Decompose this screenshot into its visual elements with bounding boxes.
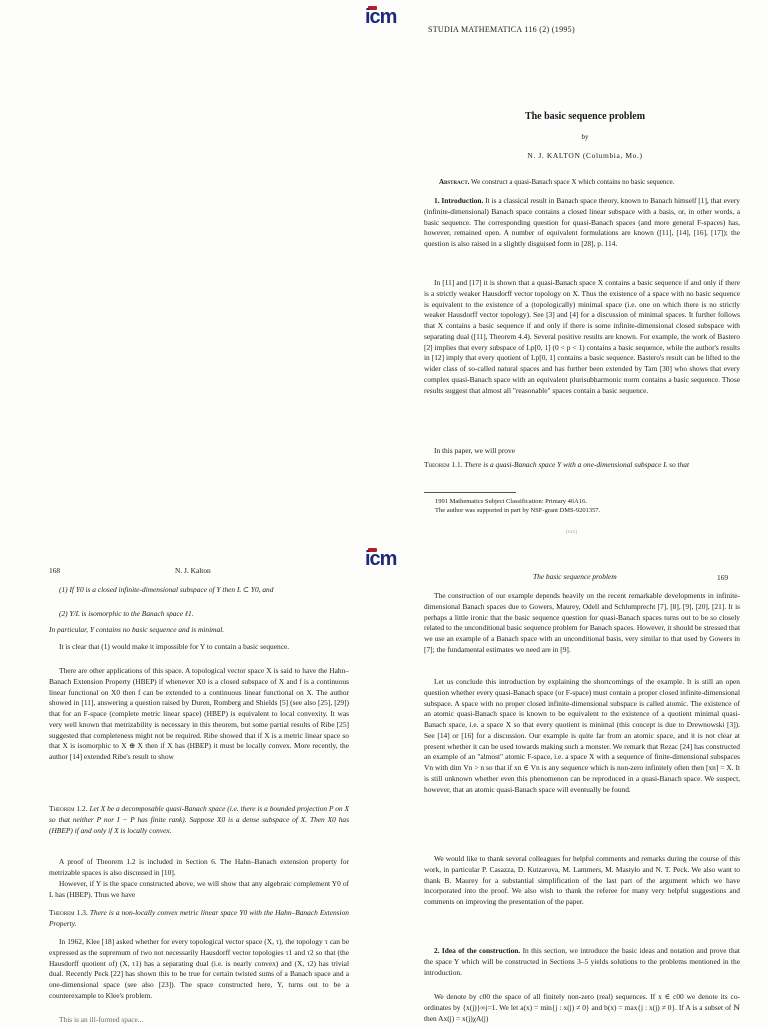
left-paragraph-1: It is clear that (1) would make it impossible for Y to contain a basic sequence.: [59, 642, 290, 651]
left-paragraph-5: In 1962, Klee [18] asked whether for every topological vector space (X, τ), the topology τ can be expressed as the supremum of two not necessarily Hausdorff vector topologies τ1 and τ2 so that (the Hausdorff quotient of) (X, τ1) has a separating dual (i.e. is nearly convex) and (X, τ2) has trivial dual. Recently Peck [22] has shown this to be true for certain twisted sums of a Banach space and a one-dimensional space (see also [23]). The space constructed here, Y, turns out to be a counterexample to Klee's problem.: [49, 937, 349, 1000]
theorem-1-1-text: There is a quasi-Banach space Y with a one-dimensional subspace L so that: [462, 460, 689, 469]
section-2-paragraph: We denote by c00 the space of all finitely non-zero (real) sequences. If x ∈ c00 we denote its co-ordinates by {x(j)}∞j=1. We let a(x) = min{j : x(j) ≠ 0} and b(x) = max{j : x(j) ≠ 0}. If A is a subset of ℕ then Ax(j) = x(j)χA(j): [424, 992, 740, 1023]
intro-text-1: It is a classical result in Banach space theory, known to Banach himself [1], that every (infinite-dimensional) Banach space contains a closed linear subspace with a basis, or, in other words, a basic sequence. The corresponding question for quasi-Banach spaces (and more general F-spaces) has, however, remained open. A number of equivalent formulations are known ([11], [14], [16], [17]); the question is also raised in a slightly disguised form in [28], p. 114.: [424, 196, 740, 248]
intro-paragraph-2: [424, 278, 740, 396]
theorem-1-1: [424, 460, 740, 471]
scan-mark: [xxx]: [566, 530, 577, 535]
intro-paragraph-3: [424, 446, 740, 457]
right-running-head: The basic sequence problem: [533, 572, 617, 581]
section-2-intro: 2. Idea of the construction. In this section, we introduce the basic ideas and notation and prove that the space Y which will be constructed in Sections 3–5 yields solutions to the problems mentioned in the introduction.: [424, 946, 740, 977]
abstract-label: Abstract.: [439, 178, 470, 186]
right-paragraph-2: Let us conclude this introduction by explaining the shortcomings of the example. It is still an open question whether every quasi-Banach space (or F-space) must contain a proper closed infinite-dimensional subspace. A space with no proper closed infinite-dimensional subspace is called atomic. The existence of an atomic quasi-Banach space is known to be equivalent to the existence of a quotient minimal quasi-Banach space, i.e. a space X so that every quotient is minimal (this concept is due to Drewnowski [3]). See [14] or [16] for a discussion. Our example is quite far from an atomic space, and it is not clear at present whether it can be used towards making such a monster. We remark that Rezac [24] has constructed an example of an "almost" atomic F-space, i.e. a space X with a sequence of finite-dimensional subspaces Vn with dim Vn > n so that if xn ∈ Vn is any sequence which is non-zero infinitely often then [xn] = X. It is still unknown whether even this phenomenon can be reproduced in a quasi-Banach space. We suspect, however, that an atomic quasi-Banach space will eventually be found.: [424, 677, 740, 794]
footnote-grant: The author was supported in part by NSF-grant DMS-9201357.: [435, 507, 601, 514]
left-paragraph-2: There are other applications of this space. A topological vector space X is said to have the Hahn–Banach Extension Property (HBEP) if whenever X0 is a closed subspace of X and f is a continuous linear functional on X0 then f can be extended to a continuous linear functional on X. The author showed in [11], answering a question raised by Duren, Romberg and Shields [5] (see also [25], [29]) that for an F-space (complete metric linear space) (HBEP) is equivalent to local convexity. It was very well known that metrizability is necessary in this theorem, but some partial results of Ribe [25] suggested that completeness might not be required. Ribe showed that if X is a metric linear space so that X is isomorphic to X ⊕ X then if X has (HBEP) it must be locally convex. More recently, the author [14] extended Ribe's result to show: [49, 666, 349, 761]
right-paragraph-3: We would like to thank several colleagues for helpful comments and remarks during the course of this work, in particular P. Casazza, D. Kutzarova, M. Lammers, M. Mastyło and N. T. Peck. We also want to thank B. Maurey for a substantial simplification of the last part of the argument which we have incorporated into the proof. We also wish to thank the referee for many very helpful suggestions and comments on improving the presentation of the paper.: [424, 854, 740, 906]
paper-title: The basic sequence problem: [524, 111, 646, 122]
icm-logo: [365, 6, 411, 30]
intro-heading: 1. Introduction.: [434, 196, 484, 205]
by-line: by: [581, 133, 589, 141]
left-paragraph-6: This is an ill-formed space...: [59, 1015, 144, 1024]
right-page-number: 169: [717, 573, 729, 582]
theorem-1-1-label: Theorem 1.1.: [424, 460, 463, 469]
author-line: N. J. KALTON (Columbia, Mo.): [527, 151, 643, 160]
abstract-text: We construct a quasi-Banach space X which contains no basic sequence.: [469, 178, 675, 186]
left-item-1: (1) If Y0 is a closed infinite-dimensional subspace of Y then L ⊂ Y0, and: [59, 585, 274, 594]
journal-header: STUDIA MATHEMATICA 116 (2) (1995): [428, 25, 575, 34]
left-paragraph-4: However, if Y is the space constructed above, we will show that any algebraic complement Y0 of L has (HBEP). Thus we have: [49, 879, 349, 899]
left-paragraph-3: A proof of Theorem 1.2 is included in Section 6. The Hahn–Banach extension property for metrizable spaces is also discussed in [10].: [49, 857, 349, 877]
left-running-head: N. J. Kalton: [175, 566, 211, 575]
theorem-1-2: Theorem 1.2. Let X be a decomposable quasi-Banach space (i.e. there is a bounded projection P on X so that neither P nor I − P has finite rank). Suppose X0 is a dense subspace of X. Then X0 has (HBEP) if and only if X is locally convex.: [49, 804, 349, 835]
intro-text-2: In [11] and [17] it is shown that a quasi-Banach space X contains a basic sequence if and only if there is a strictly weaker Hausdorff vector topology on X. Thus the existence of a space with no basic sequence is equivalent to the existence of a (topologically) minimal space (i.e. one on which there is no strictly weaker Hausdorff vector topology). See [3] and [4] for a discussion of minimal spaces. It further follows that X contains a basic sequence if and only if there is some infinite-dimensional closed subspace with separating dual ([11], Theorem 4.4). Several positive results are known. For example, the work of Bastero [2] implies that every subspace of Lp[0, 1] (0 < p < 1) contains a basic sequence, while the author's results in [12] imply that every quotient of Lp[0, 1] contains a basic sequence. Bastero's result can be lifted to the wider class of so-called natural spaces and has further been extended by Tam [30] who shows that every complex quasi-Banach space with an equivalent plurisubharmonic norm contains a basic sequence. Those results suggest that almost all "reasonable" spaces contain a basic sequence.: [424, 278, 740, 395]
left-page-number: 168: [49, 566, 61, 575]
logo-text: icm: [365, 6, 397, 28]
right-paragraph-1: The construction of our example depends heavily on the recent remarkable developments in infinite-dimensional Banach spaces due to Gowers, Maurey, Odell and Schlumprecht [7], [8], [9], [20], [21]. It is perhaps a little ironic that the basic sequence question for quasi-Banach spaces turns out to be so closely related to the unconditional basic sequence problem for Banach spaces. However, it should be stressed that we use an example of a Banach space with an unconditional basis, very similar to that used by Gowers in [7]; the fundamental estimates we need are in [9].: [424, 591, 740, 654]
intro-text-3: In this paper, we will prove: [434, 446, 515, 455]
intro-paragraph-1: [424, 196, 740, 250]
footnote-rule: [424, 492, 516, 493]
theorem-1-3: Theorem 1.3. There is a non-locally convex metric linear space Y0 with the Hahn–Banach Extension Property.: [49, 908, 349, 928]
section-2-heading: 2. Idea of the construction.: [434, 946, 521, 955]
left-item-2: (2) Y/L is isomorphic to the Banach space ℓ1.: [59, 609, 194, 618]
icm-logo-bottom: icm: [365, 548, 397, 570]
footnote-msc: 1991 Mathematics Subject Classification: Primary 46A16.: [435, 498, 588, 505]
abstract: [439, 178, 739, 186]
left-consequence: In particular, Y contains no basic sequence and is minimal.: [49, 625, 225, 634]
